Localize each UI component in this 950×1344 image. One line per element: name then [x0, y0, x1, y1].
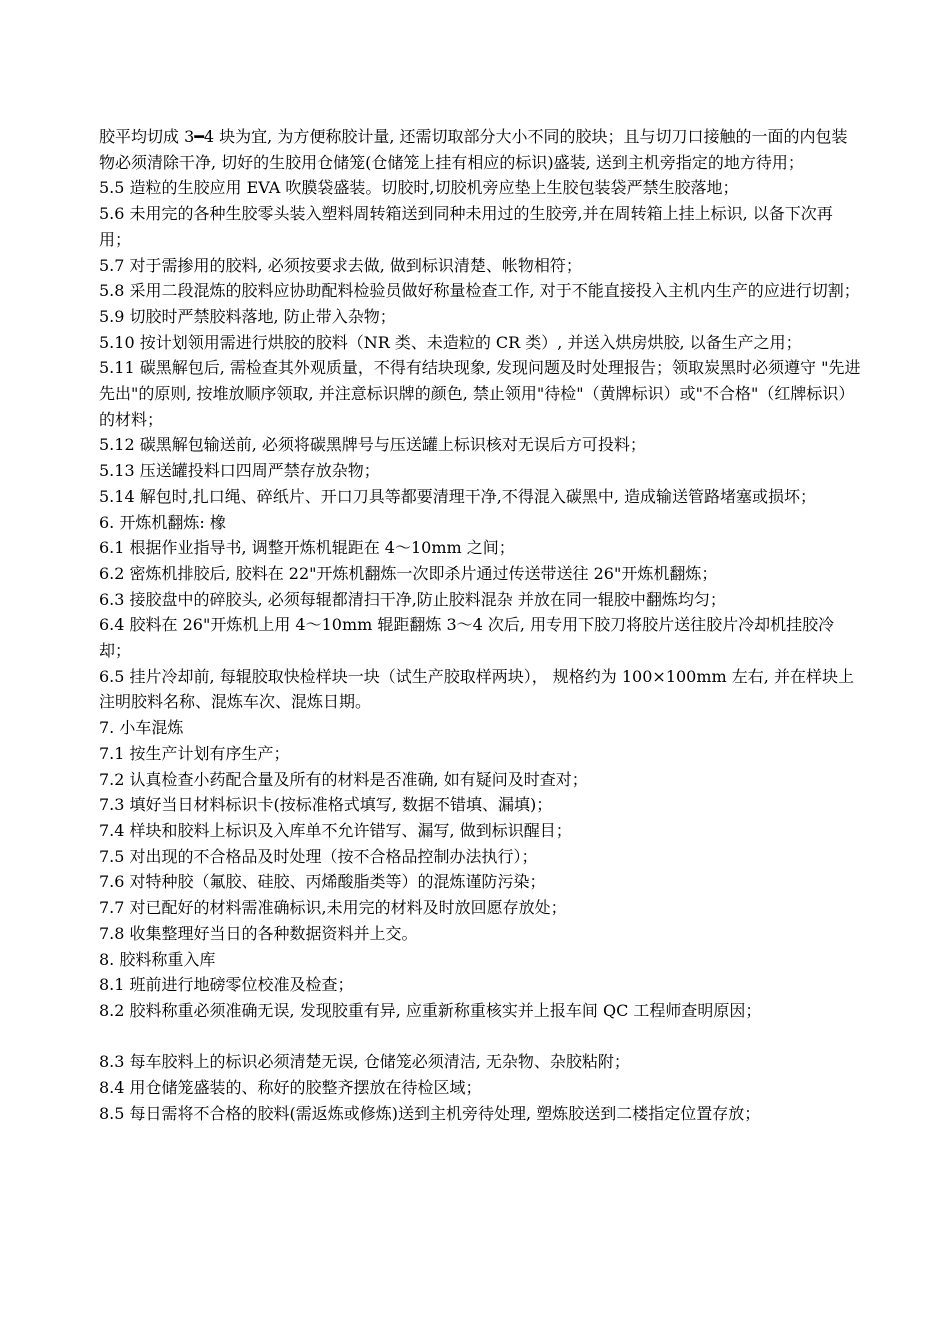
paragraph: 6.3 接胶盘中的碎胶头, 必须每辊都清扫干净,防止胶料混杂 并放在同一辊胶中翻炼均匀；	[99, 589, 726, 609]
paragraph: 5.5 造粒的生胶应用 EVA 吹膜袋盛装。切胶时,切胶机旁应垫上生胶包装袋严禁生胶落地；	[99, 178, 739, 198]
paragraph: 5.13 压送罐投料口四周严禁存放杂物；	[99, 461, 380, 481]
paragraph: 6.1 根据作业指导书, 调整开炼机辊距在 4～10mm 之间；	[99, 538, 515, 558]
paragraph: 6.5 挂片冷却前, 每辊胶取快检样块一块（试生产胶取样两块）， 规格约为 100×100mm 左右, 并在样块上注明胶料名称、混炼车次、混炼日期。	[99, 666, 854, 712]
section-heading: 8. 胶料称重入库	[99, 949, 216, 969]
paragraph: 5.11 碳黑解包后, 需检查其外观质量，不得有结块现象, 发现问题及时处理报告；领取炭黑时必须遵守 "先进先出"的原则, 按堆放顺序领取, 并注意标识牌的颜色, 禁止领用"待检"（黄牌标识）或"不合格"（红牌标识）的材料；	[99, 358, 861, 429]
paragraph: 8.2 胶料称重必须准确无误, 发现胶重有异, 应重新称重核实并上报车间 QC 工程师查明原因；	[99, 1000, 762, 1020]
paragraph: 5.7 对于需掺用的胶料, 必须按要求去做, 做到标识清楚、帐物相符；	[99, 255, 582, 275]
paragraph: 7.1 按生产计划有序生产；	[99, 743, 290, 763]
paragraph: 6.2 密炼机排胶后, 胶料在 22"开炼机翻炼一次即杀片通过传送带送往 26"开炼机翻炼；	[99, 563, 718, 583]
paragraph: 5.10 按计划领用需进行烘胶的胶料（NR 类、未造粒的 CR 类）, 并送入烘房烘胶, 以备生产之用；	[99, 332, 802, 352]
paragraph: 8.5 每日需将不合格的胶料(需返炼或修炼)送到主机旁待处理, 塑炼胶送到二楼指定位置存放；	[99, 1103, 761, 1123]
paragraph: 6.4 胶料在 26"开炼机上用 4～10mm 辊距翻炼 3～4 次后, 用专用下胶刀将胶片送往胶片冷却机挂胶冷却；	[99, 615, 835, 661]
paragraph: 5.8 采用二段混炼的胶料应协助配料检验员做好称量检查工作, 对于不能直接投入主机内生产的应进行切割；	[99, 281, 860, 301]
paragraph: 8.3 每车胶料上的标识必须清楚无误, 仓储笼必须清洁, 无杂物、杂胶粘附；	[99, 1052, 630, 1072]
paragraph: 7.6 对特种胶（氟胶、硅胶、丙烯酸脂类等）的混炼谨防污染；	[99, 872, 546, 892]
section-heading: 6. 开炼机翻炼: 橡	[99, 512, 226, 532]
paragraph: 7.3 填好当日材料标识卡(按标准格式填写, 数据不错填、漏填)；	[99, 795, 553, 815]
paragraph: 7.7 对已配好的材料需准确标识,未用完的材料及时放回愿存放处；	[99, 898, 567, 918]
paragraph: 5.9 切胶时严禁胶料落地, 防止带入杂物；	[99, 306, 396, 326]
paragraph: 8.1 班前进行地磅零位校准及检查；	[99, 975, 354, 995]
paragraph: 7.5 对出现的不合格品及时处理（按不合格品控制办法执行）；	[99, 846, 538, 866]
blank-line	[99, 1024, 861, 1050]
paragraph: 8.4 用仓储笼盛装的、称好的胶整齐摆放在待检区域；	[99, 1078, 482, 1097]
paragraph: 7.8 收集整理好当日的各种数据资料并上交。	[99, 923, 418, 943]
section-heading: 7. 小车混炼	[99, 718, 184, 738]
paragraph: 5.14 解包时,扎口绳、碎纸片、开口刀具等都要清理干净,不得混入碳黑中, 造成输送管路堵塞或损坏；	[99, 486, 817, 506]
paragraph: 5.12 碳黑解包输送前, 必须将碳黑牌号与压送罐上标识核对无误后方可投料；	[99, 435, 646, 455]
paragraph: 5.6 未用完的各种生胶零头装入塑料周转箱送到同种未用过的生胶旁,并在周转箱上挂上标识, 以备下次再用；	[99, 204, 833, 249]
paragraph: 7.2 认真检查小药配合量及所有的材料是否准确, 如有疑问及时查对；	[99, 769, 588, 789]
paragraph: 胶平均切成 3━4 块为宜, 为方便称胶计量, 还需切取部分大小不同的胶块；且与切刀口接触的一面的内包装物必须清除干净, 切好的生胶用仓储笼(仓储笼上挂有相应的标识)盛装, 送到主机旁指定的地方待用；	[99, 127, 848, 172]
paragraph: 7.4 样块和胶料上标识及入库单不允许错写、漏写, 做到标识醒目；	[99, 820, 572, 840]
document-body	[99, 124, 861, 1126]
